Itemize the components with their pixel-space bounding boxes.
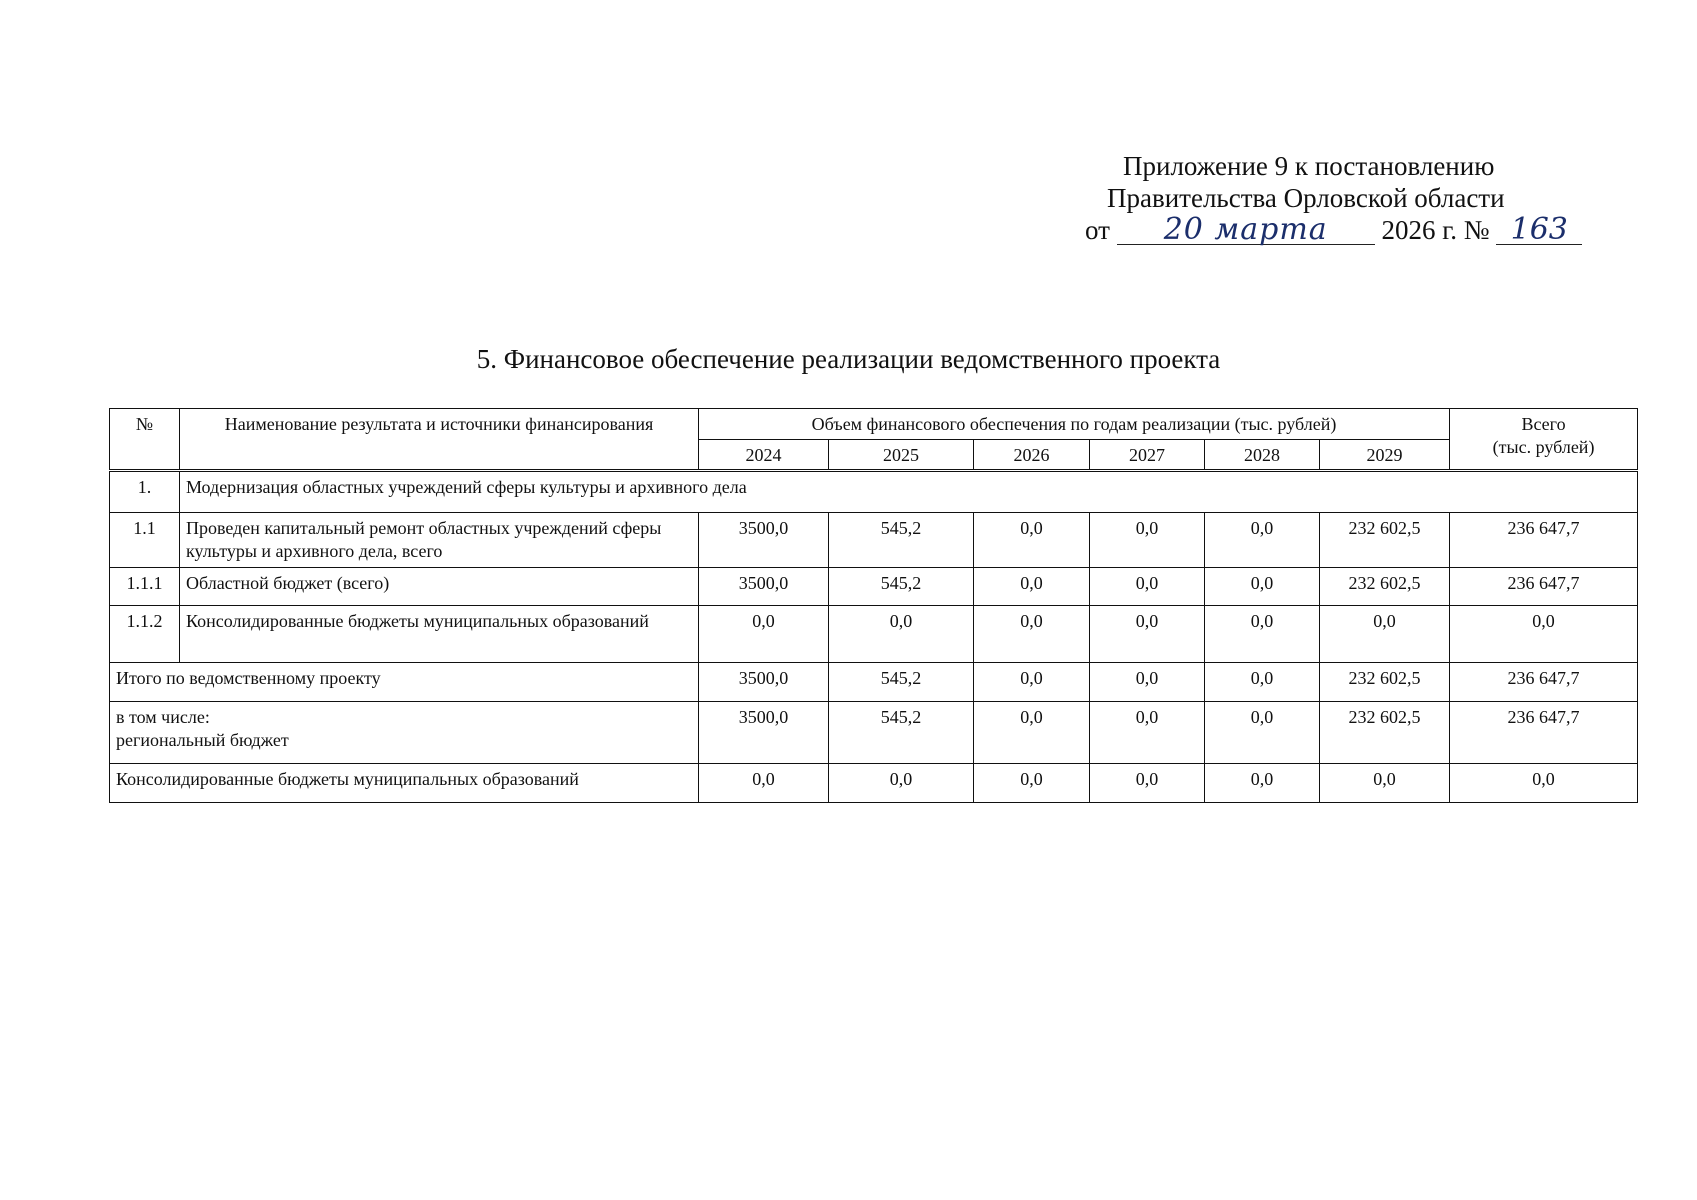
- row-value: 232 602,5: [1320, 568, 1450, 606]
- row-name: Консолидированные бюджеты муниципальных образований: [180, 606, 699, 663]
- row-value: 0,0: [1205, 568, 1320, 606]
- row-value: 0,0: [829, 606, 974, 663]
- summary-name: Итого по ведомственному проекту: [110, 663, 699, 702]
- summary-value: 545,2: [829, 702, 974, 764]
- row-value: 0,0: [1205, 513, 1320, 568]
- financing-table: [109, 408, 1638, 803]
- summary-value: 3500,0: [699, 663, 829, 702]
- table-row: [110, 568, 1638, 606]
- summary-value: 0,0: [699, 764, 829, 803]
- date-prefix: от: [1085, 215, 1110, 245]
- summary-row-regional: [110, 702, 1638, 764]
- summary-total: 236 647,7: [1450, 663, 1638, 702]
- header-name: Наименование результата и источники финансирования: [180, 409, 699, 471]
- section-row: [110, 471, 1638, 513]
- row-value: 0,0: [1090, 606, 1205, 663]
- row-num: 1.1.2: [110, 606, 180, 663]
- appendix-header: [1085, 150, 1645, 246]
- summary-total: 0,0: [1450, 764, 1638, 803]
- summary-value: 3500,0: [699, 702, 829, 764]
- summary-value: 0,0: [1205, 702, 1320, 764]
- header-total: Всего (тыс. рублей): [1450, 409, 1638, 471]
- section-num: 1.: [110, 471, 180, 513]
- header-year: 2026: [974, 440, 1090, 471]
- row-total: 236 647,7: [1450, 513, 1638, 568]
- row-name: Проведен капитальный ремонт областных учреждений сферы культуры и архивного дела, всего: [180, 513, 699, 568]
- row-name: Областной бюджет (всего): [180, 568, 699, 606]
- row-total: 0,0: [1450, 606, 1638, 663]
- section-name: Модернизация областных учреждений сферы культуры и архивного дела: [180, 471, 1638, 513]
- header-year: 2029: [1320, 440, 1450, 471]
- row-value: 232 602,5: [1320, 513, 1450, 568]
- appendix-line-2: Правительства Орловской области: [1107, 183, 1505, 213]
- handwritten-number: 163: [1496, 216, 1582, 245]
- summary-value: 232 602,5: [1320, 702, 1450, 764]
- row-value: 0,0: [1205, 606, 1320, 663]
- row-value: 545,2: [829, 568, 974, 606]
- summary-value: 0,0: [1205, 663, 1320, 702]
- header-num: №: [110, 409, 180, 471]
- row-value: 3500,0: [699, 513, 829, 568]
- header-year: 2028: [1205, 440, 1320, 471]
- summary-value: 0,0: [974, 764, 1090, 803]
- header-year: 2024: [699, 440, 829, 471]
- section-title: 5. Финансовое обеспечение реализации ведомственного проекта: [476, 344, 1221, 374]
- appendix-date-line: [1085, 214, 1645, 246]
- header-year: 2027: [1090, 440, 1205, 471]
- row-value: 545,2: [829, 513, 974, 568]
- row-num: 1.1.1: [110, 568, 180, 606]
- row-total: 236 647,7: [1450, 568, 1638, 606]
- summary-row-municipal: [110, 764, 1638, 803]
- summary-total: 236 647,7: [1450, 702, 1638, 764]
- row-value: 0,0: [1320, 606, 1450, 663]
- summary-value: 0,0: [1090, 702, 1205, 764]
- summary-value: 0,0: [1320, 764, 1450, 803]
- header-years-group: Объем финансового обеспечения по годам реализации (тыс. рублей): [699, 409, 1450, 440]
- handwritten-date: 20 марта: [1117, 216, 1375, 245]
- row-value: 0,0: [974, 606, 1090, 663]
- summary-value: 0,0: [829, 764, 974, 803]
- summary-value: 0,0: [974, 702, 1090, 764]
- row-value: 0,0: [1090, 568, 1205, 606]
- year-number-label: 2026 г. №: [1381, 215, 1490, 245]
- row-value: 0,0: [1090, 513, 1205, 568]
- summary-value: 0,0: [974, 663, 1090, 702]
- row-value: 0,0: [974, 513, 1090, 568]
- summary-value: 0,0: [1090, 663, 1205, 702]
- row-value: 0,0: [974, 568, 1090, 606]
- table-header-row: [110, 409, 1638, 440]
- table-row: [110, 513, 1638, 568]
- summary-name: Консолидированные бюджеты муниципальных образований: [110, 764, 699, 803]
- appendix-line-1: Приложение 9 к постановлению: [1123, 151, 1495, 181]
- summary-value: 0,0: [1205, 764, 1320, 803]
- summary-value: 545,2: [829, 663, 974, 702]
- summary-name: в том числе: региональный бюджет: [110, 702, 699, 764]
- row-value: 3500,0: [699, 568, 829, 606]
- summary-value: 0,0: [1090, 764, 1205, 803]
- header-year: 2025: [829, 440, 974, 471]
- table-row: [110, 606, 1638, 663]
- summary-row-total: [110, 663, 1638, 702]
- summary-value: 232 602,5: [1320, 663, 1450, 702]
- row-value: 0,0: [699, 606, 829, 663]
- row-num: 1.1: [110, 513, 180, 568]
